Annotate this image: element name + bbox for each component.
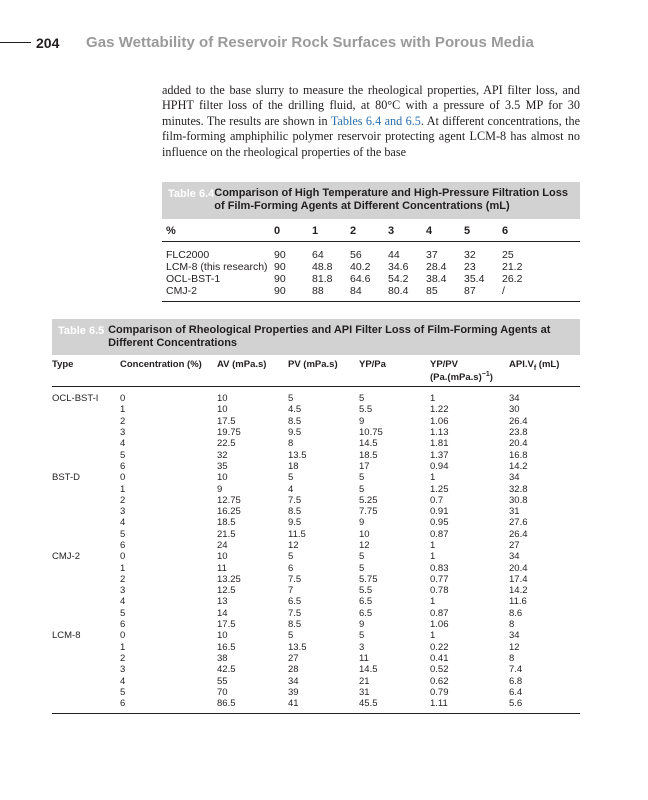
column-header-concentration: Concentration (%) bbox=[120, 359, 202, 370]
table-cell: 1 bbox=[430, 540, 436, 551]
table-cell: 44 bbox=[388, 249, 400, 261]
column-header: 0 bbox=[274, 225, 281, 237]
table-cell: 2 bbox=[120, 573, 126, 585]
table-cell: 25 bbox=[502, 249, 514, 261]
table-cell: 34 bbox=[509, 551, 520, 563]
table-title: Comparison of High Temperature and High-Pressure Filtration Loss of Film-Forming Agents at Different Concentrations (mL) bbox=[214, 187, 568, 212]
table-cell: 6.5 bbox=[288, 596, 302, 608]
table-cell: 34 bbox=[509, 630, 520, 642]
table-cell: 20.4 bbox=[509, 562, 528, 574]
column-header-av: AV (mPa.s) bbox=[217, 359, 267, 370]
table-cell: 5.6 bbox=[509, 698, 523, 710]
column-header: 3 bbox=[388, 225, 395, 237]
table-cell: 18.5 bbox=[217, 517, 236, 529]
table-cell: 56 bbox=[350, 249, 362, 261]
table-cell: 64.6 bbox=[350, 273, 371, 285]
table-cell: 5 bbox=[359, 472, 365, 484]
table-cell: 5 bbox=[359, 483, 365, 495]
table-cell: 10 bbox=[359, 528, 370, 540]
table-cell: 22.5 bbox=[217, 438, 236, 450]
table-cell: 0.83 bbox=[430, 562, 449, 574]
table-cell: 14.5 bbox=[359, 664, 378, 676]
table-cell: 38.4 bbox=[426, 273, 447, 285]
table-cell: 13.5 bbox=[288, 641, 307, 653]
table-cell: 6.5 bbox=[359, 607, 373, 619]
table-cell: 30.8 bbox=[509, 494, 528, 506]
table-cell: 1.22 bbox=[430, 404, 449, 416]
row-label: OCL-BST-1 bbox=[166, 273, 221, 285]
table-cell: 12.75 bbox=[217, 494, 241, 506]
table-cell: 11 bbox=[359, 652, 369, 664]
table-cell: 24 bbox=[217, 540, 228, 551]
table-cell: 5 bbox=[120, 449, 126, 461]
table-cell: 0.91 bbox=[430, 506, 449, 518]
table-cell: 1 bbox=[430, 551, 436, 563]
table-cell: 0.95 bbox=[430, 517, 449, 529]
table-cell: 12 bbox=[288, 540, 299, 551]
table-cell: 16.25 bbox=[217, 506, 241, 518]
table-row bbox=[52, 416, 580, 427]
table-body bbox=[52, 387, 580, 709]
table-row bbox=[162, 285, 580, 297]
table-cell: 87 bbox=[464, 285, 476, 297]
type-cell: LCM-8 bbox=[52, 630, 81, 642]
paragraph-text: . At different concentrations, the film-forming amphiphilic polymer reservoir protecting agent LCM-8 has almost no influence on the rheological properties of the base bbox=[162, 113, 580, 159]
table-cell: 54.2 bbox=[388, 273, 409, 285]
table-cell: 34 bbox=[509, 393, 520, 405]
table-row bbox=[52, 574, 580, 585]
table-cell: 55 bbox=[217, 675, 228, 687]
table-cell: 17 bbox=[359, 460, 370, 472]
table-cell: 31 bbox=[509, 506, 520, 518]
table-cell: 14.2 bbox=[509, 460, 528, 472]
table-cell: 85 bbox=[426, 285, 438, 297]
table-header-row bbox=[52, 355, 580, 387]
table-cell: 12.5 bbox=[217, 585, 236, 597]
table-cell: / bbox=[502, 285, 505, 297]
table-cell: 35.4 bbox=[464, 273, 485, 285]
paragraph-text: added to the base slurry to measure the rheological properties, API filter loss, and HPHT filter loss of the drilling fluid, at 80°C with a pressure of 3.5 MP for 30 minutes. The results are shown in bbox=[162, 83, 580, 128]
table-cell: 4 bbox=[120, 438, 126, 450]
table-cell: 0.62 bbox=[430, 675, 449, 687]
running-head: Gas Wettability of Reservoir Rock Surfaces with Porous Media bbox=[86, 34, 534, 51]
table-cell: 1 bbox=[120, 404, 126, 416]
column-header-pv: PV (mPa.s) bbox=[288, 359, 338, 370]
table-cell: 5 bbox=[359, 393, 365, 405]
table-cell: 70 bbox=[217, 686, 228, 698]
table-cell: 16.5 bbox=[217, 641, 236, 653]
table-cell: 86.5 bbox=[217, 698, 236, 710]
table-row bbox=[52, 562, 580, 573]
table-cell: 10 bbox=[217, 630, 228, 642]
table-cell: 5 bbox=[359, 630, 365, 642]
header-rule bbox=[0, 42, 31, 43]
table-cell: 13.25 bbox=[217, 573, 241, 585]
table-cell: 11 bbox=[217, 562, 227, 574]
column-header-yp-pv-line1: YP/PV bbox=[430, 359, 458, 370]
row-label: CMJ-2 bbox=[166, 285, 197, 297]
table-cell: 1 bbox=[120, 562, 126, 574]
table-cell: 0 bbox=[120, 472, 126, 484]
column-header: 5 bbox=[464, 225, 471, 237]
table-row bbox=[52, 506, 580, 517]
table-row bbox=[52, 585, 580, 596]
table-cell: 10 bbox=[217, 472, 228, 484]
table-cell: 32.8 bbox=[509, 483, 528, 495]
table-cell: 42.5 bbox=[217, 664, 236, 676]
table-cell: 14 bbox=[217, 607, 228, 619]
column-header: 2 bbox=[350, 225, 357, 237]
table-cell: 10 bbox=[217, 393, 228, 405]
table-label: Table 6.4 bbox=[168, 188, 215, 200]
table-cell: 5 bbox=[359, 562, 365, 574]
table-cell: 14.5 bbox=[359, 438, 378, 450]
table-cell: 0 bbox=[120, 551, 126, 563]
table-cell: 3 bbox=[120, 506, 126, 518]
page-number: 204 bbox=[36, 35, 60, 51]
table-cell: 8 bbox=[509, 619, 515, 631]
table-cell: 12 bbox=[509, 641, 520, 653]
table-cell: 18 bbox=[288, 460, 299, 472]
column-header-yp: YP/Pa bbox=[359, 359, 386, 370]
table-row bbox=[52, 551, 580, 562]
row-label: FLC2000 bbox=[166, 249, 210, 261]
table-label: Table 6.5 bbox=[58, 325, 105, 337]
table-cell: 1 bbox=[120, 483, 126, 495]
table-cell: 4 bbox=[120, 596, 126, 608]
table-cell: 10 bbox=[217, 404, 228, 416]
table-cell: 0 bbox=[120, 630, 126, 642]
table-cell: 14.2 bbox=[509, 585, 528, 597]
table-cell: 4 bbox=[288, 483, 294, 495]
table-cell: 9 bbox=[359, 415, 365, 427]
table-cell: 12 bbox=[359, 540, 370, 551]
table-cell: 34 bbox=[288, 675, 299, 687]
table-row bbox=[52, 495, 580, 506]
table-cell: 80.4 bbox=[388, 285, 409, 297]
table-cell: 45.5 bbox=[359, 698, 378, 710]
table-row bbox=[52, 404, 580, 415]
table-cell: 27 bbox=[509, 540, 520, 551]
table-cell: 1.11 bbox=[430, 698, 448, 710]
table-cell: 3 bbox=[359, 641, 365, 653]
table-cell: 5 bbox=[288, 472, 294, 484]
table-cell: 88 bbox=[312, 285, 324, 297]
table-cell: 35 bbox=[217, 460, 228, 472]
table-row bbox=[52, 529, 580, 540]
table-row bbox=[52, 619, 580, 630]
table-cell: 6.8 bbox=[509, 675, 523, 687]
type-cell: CMJ-2 bbox=[52, 551, 80, 563]
table-cell: 5 bbox=[120, 607, 126, 619]
table-row bbox=[52, 687, 580, 698]
table-cell: 21.2 bbox=[502, 261, 523, 273]
table-cell: 1 bbox=[430, 630, 436, 642]
table-row bbox=[52, 698, 580, 709]
table-cell: 1 bbox=[120, 641, 126, 653]
table-cell: 1.37 bbox=[430, 449, 449, 461]
table-cell: 1.06 bbox=[430, 415, 449, 427]
table-cell: 37 bbox=[426, 249, 438, 261]
table-cell: 17.5 bbox=[217, 415, 236, 427]
table-cell: 9.5 bbox=[288, 427, 302, 439]
table-cell: 13 bbox=[217, 596, 228, 608]
table-cell: 90 bbox=[274, 261, 286, 273]
table-cell: 0.87 bbox=[430, 528, 449, 540]
table-cell: 18.5 bbox=[359, 449, 378, 461]
table-cell: 1.06 bbox=[430, 619, 449, 631]
table-cross-reference-link[interactable]: Tables 6.4 and 6.5 bbox=[330, 113, 421, 128]
table-cell: 1 bbox=[430, 393, 436, 405]
table-cell: 1.81 bbox=[430, 438, 449, 450]
table-row bbox=[52, 596, 580, 607]
table-row bbox=[52, 642, 580, 653]
type-cell: OCL-BST-I bbox=[52, 393, 99, 405]
table-cell: 21 bbox=[359, 675, 370, 687]
table-cell: 28.4 bbox=[426, 261, 447, 273]
table-6-4 bbox=[162, 182, 580, 302]
table-cell: 2 bbox=[120, 652, 126, 664]
table-cell: 26.4 bbox=[509, 415, 528, 427]
table-row bbox=[52, 449, 580, 460]
table-cell: 9 bbox=[217, 483, 223, 495]
table-cell: 6 bbox=[120, 460, 126, 472]
table-cell: 10 bbox=[217, 551, 228, 563]
table-cell: 16.8 bbox=[509, 449, 528, 461]
table-cell: 17.5 bbox=[217, 619, 236, 631]
table-title: Comparison of Rheological Properties and API Filter Loss of Film-Forming Agents at Different Concentrations bbox=[108, 324, 551, 349]
table-cell: 90 bbox=[274, 285, 286, 297]
table-cell: 1.25 bbox=[430, 483, 449, 495]
table-cell: 27.6 bbox=[509, 517, 528, 529]
table-cell: 5.5 bbox=[359, 404, 373, 416]
table-row bbox=[52, 461, 580, 472]
table-cell: 0 bbox=[120, 393, 126, 405]
table-cell: 17.4 bbox=[509, 573, 528, 585]
table-cell: 30 bbox=[509, 404, 520, 416]
table-cell: 31 bbox=[359, 686, 370, 698]
table-cell: 21.5 bbox=[217, 528, 236, 540]
table-cell: 0.78 bbox=[430, 585, 449, 597]
table-cell: 6 bbox=[120, 619, 126, 631]
table-cell: 20.4 bbox=[509, 438, 528, 450]
table-cell: 32 bbox=[464, 249, 476, 261]
table-cell: 0.79 bbox=[430, 686, 449, 698]
table-cell: 5 bbox=[288, 551, 294, 563]
table-cell: 5.25 bbox=[359, 494, 378, 506]
table-cell: 6.4 bbox=[509, 686, 523, 698]
column-header: % bbox=[166, 225, 176, 237]
column-header: 1 bbox=[312, 225, 319, 237]
table-cell: 1 bbox=[430, 596, 436, 608]
column-header-yp-pv-line2: $(Pa.(mPa.s)^{-1})$ bbox=[430, 370, 493, 383]
table-cell: 0.94 bbox=[430, 460, 449, 472]
table-cell: 5 bbox=[120, 686, 126, 698]
table-cell: 5 bbox=[288, 630, 294, 642]
table-cell: 0.7 bbox=[430, 494, 444, 506]
table-row bbox=[52, 393, 580, 404]
table-row bbox=[52, 630, 580, 641]
table-cell: 9.5 bbox=[288, 517, 302, 529]
table-row bbox=[52, 608, 580, 619]
table-cell: 3 bbox=[120, 664, 126, 676]
table-cell: 23.8 bbox=[509, 427, 528, 439]
table-row bbox=[52, 664, 580, 675]
table-cell: 7.75 bbox=[359, 506, 378, 518]
table-cell: 8 bbox=[288, 438, 294, 450]
table-cell: 9 bbox=[359, 619, 365, 631]
table-cell: 3 bbox=[120, 585, 126, 597]
table-cell: 0.41 bbox=[430, 652, 449, 664]
table-cell: 40.2 bbox=[350, 261, 371, 273]
table-cell: 6 bbox=[120, 540, 126, 551]
table-cell: 5.75 bbox=[359, 573, 378, 585]
table-cell: 90 bbox=[274, 273, 286, 285]
table-cell: 7.4 bbox=[509, 664, 523, 676]
table-cell: 5 bbox=[120, 528, 126, 540]
table-cell: 81.8 bbox=[312, 273, 333, 285]
table-cell: 7 bbox=[288, 585, 294, 597]
table-cell: 3 bbox=[120, 427, 126, 439]
table-cell: 0.22 bbox=[430, 641, 449, 653]
table-row bbox=[162, 273, 580, 285]
table-row bbox=[162, 261, 580, 273]
table-cell: 8.5 bbox=[288, 506, 302, 518]
table-cell: 13.5 bbox=[288, 449, 307, 461]
table-cell: 32 bbox=[217, 449, 228, 461]
table-cell: 34.6 bbox=[388, 261, 409, 273]
table-cell: 11.5 bbox=[288, 528, 306, 540]
table-cell: 4 bbox=[120, 675, 126, 687]
table-cell: 27 bbox=[288, 652, 299, 664]
table-cell: 8.5 bbox=[288, 619, 302, 631]
table-cell: 23 bbox=[464, 261, 476, 273]
table-bottom-rule bbox=[52, 713, 580, 714]
table-caption bbox=[162, 182, 580, 219]
table-cell: 4.5 bbox=[288, 404, 302, 416]
table-cell: 5.5 bbox=[359, 585, 373, 597]
table-cell: 19.75 bbox=[217, 427, 241, 439]
table-cell: 28 bbox=[288, 664, 299, 676]
table-cell: 6 bbox=[120, 698, 126, 710]
table-row bbox=[162, 249, 580, 261]
table-cell: 26.2 bbox=[502, 273, 523, 285]
table-cell: 0.87 bbox=[430, 607, 449, 619]
table-header-row bbox=[162, 221, 580, 242]
table-row bbox=[52, 438, 580, 449]
table-cell: 11.6 bbox=[509, 596, 527, 608]
table-cell: 5 bbox=[359, 551, 365, 563]
table-row bbox=[52, 483, 580, 494]
column-header-api: $API.V_f$ (mL) bbox=[509, 359, 560, 372]
table-cell: 39 bbox=[288, 686, 299, 698]
column-header-type: Type bbox=[52, 359, 74, 370]
table-cell: 4 bbox=[120, 517, 126, 529]
table-6-5 bbox=[52, 319, 580, 714]
table-body bbox=[162, 242, 580, 297]
table-cell: 41 bbox=[288, 698, 299, 710]
table-row bbox=[52, 472, 580, 483]
table-cell: 7.5 bbox=[288, 494, 302, 506]
table-cell: 64 bbox=[312, 249, 324, 261]
table-caption bbox=[52, 319, 580, 355]
table-cell: 90 bbox=[274, 249, 286, 261]
table-cell: 8.6 bbox=[509, 607, 523, 619]
body-paragraph bbox=[162, 83, 580, 160]
table-cell: 38 bbox=[217, 652, 228, 664]
type-cell: BST-D bbox=[52, 472, 80, 484]
table-cell: 8.5 bbox=[288, 415, 302, 427]
table-cell: 34 bbox=[509, 472, 520, 484]
table-cell: 0.52 bbox=[430, 664, 449, 676]
table-row bbox=[52, 540, 580, 551]
column-header: 4 bbox=[426, 225, 433, 237]
column-header-yp-pv bbox=[430, 358, 509, 386]
table-row bbox=[52, 427, 580, 438]
table-cell: 9 bbox=[359, 517, 365, 529]
table-cell: 84 bbox=[350, 285, 362, 297]
table-cell: 1 bbox=[430, 472, 436, 484]
row-label: LCM-8 (this research) bbox=[166, 261, 268, 273]
table-cell: 48.8 bbox=[312, 261, 333, 273]
table-cell: 6.5 bbox=[359, 596, 373, 608]
table-cell: 5 bbox=[288, 393, 294, 405]
table-cell: 7.5 bbox=[288, 607, 302, 619]
table-row bbox=[52, 517, 580, 528]
table-cell: 0.77 bbox=[430, 573, 449, 585]
table-row bbox=[52, 675, 580, 686]
table-cell: 26.4 bbox=[509, 528, 528, 540]
column-header: 6 bbox=[502, 225, 509, 237]
table-row bbox=[52, 653, 580, 664]
table-cell: 8 bbox=[509, 652, 515, 664]
table-cell: 2 bbox=[120, 415, 126, 427]
table-cell: 7.5 bbox=[288, 573, 302, 585]
table-cell: 10.75 bbox=[359, 427, 383, 439]
table-cell: 6 bbox=[288, 562, 294, 574]
table-cell: 2 bbox=[120, 494, 126, 506]
table-cell: 1.13 bbox=[430, 427, 449, 439]
table-bottom-rule bbox=[162, 301, 580, 302]
